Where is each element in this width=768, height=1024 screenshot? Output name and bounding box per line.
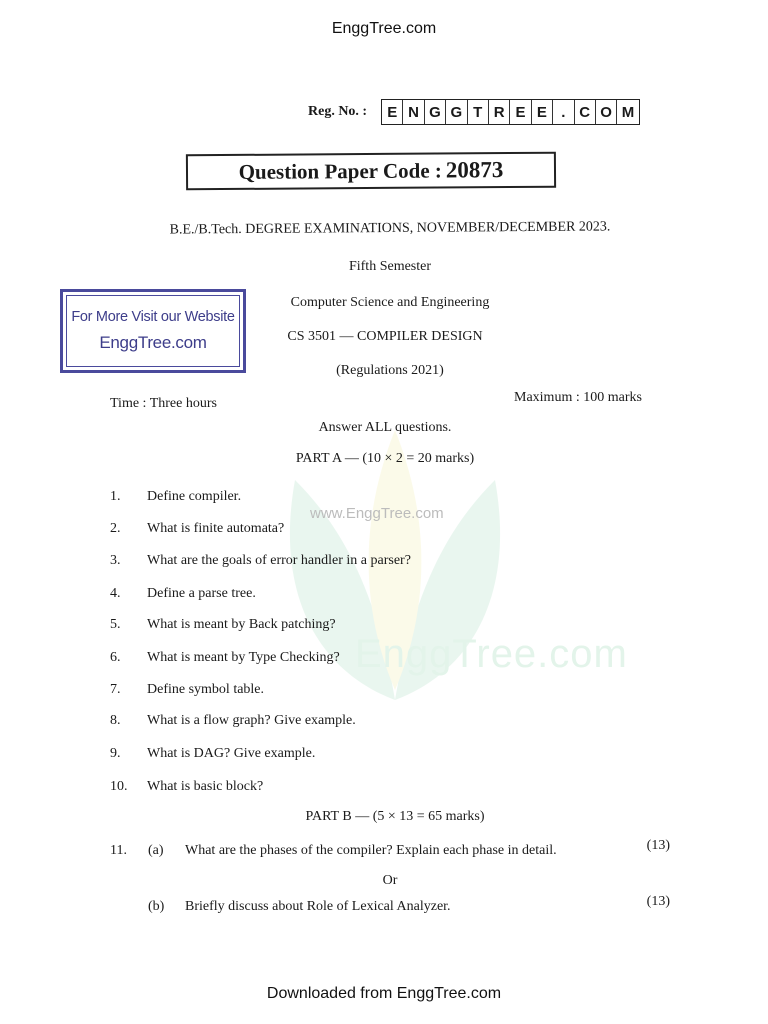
- question-row: [110, 553, 411, 569]
- maximum-marks: Maximum : 100 marks: [514, 390, 642, 405]
- question-row: [110, 586, 256, 602]
- question-text: What is meant by Type Checking?: [147, 650, 340, 665]
- question-text: Define symbol table.: [147, 682, 265, 697]
- reg-no-cell: R: [489, 100, 510, 124]
- question-paper-code-label: Question Paper Code :: [238, 158, 442, 184]
- question-marks: (13): [646, 894, 670, 909]
- reg-no-boxes: [381, 99, 640, 125]
- question-text: What is basic block?: [147, 779, 264, 794]
- question-text: What is DAG? Give example.: [147, 746, 316, 761]
- question-row: [110, 650, 340, 666]
- question-row: [110, 779, 263, 795]
- or-separator: Or: [382, 873, 398, 888]
- reg-no-cell: O: [596, 100, 617, 124]
- site-header-label: EnggTree.com: [331, 20, 437, 37]
- reg-no-label: Reg. No. :: [308, 104, 368, 119]
- download-source-label: Downloaded from EnggTree.com: [266, 985, 502, 1002]
- question-number: 10.: [110, 779, 128, 794]
- question-paper-code-box: [186, 152, 556, 191]
- question-number: 4.: [110, 586, 121, 601]
- semester: Fifth Semester: [348, 259, 432, 274]
- course-title: CS 3501 — COMPILER DESIGN: [287, 329, 483, 344]
- reg-no-cell: .: [553, 100, 574, 124]
- reg-no-cell: G: [446, 100, 467, 124]
- question-row: [110, 489, 241, 505]
- exam-duration: Time : Three hours: [110, 396, 217, 411]
- exam-title: B.E./B.Tech. DEGREE EXAMINATIONS, NOVEMBER/DECEMBER 2023.: [169, 219, 611, 238]
- question-row: [110, 521, 284, 537]
- department: Computer Science and Engineering: [290, 295, 490, 310]
- question-text: What are the phases of the compiler? Explain each phase in detail.: [185, 843, 557, 858]
- question-text: What is meant by Back patching?: [147, 617, 336, 632]
- question-sub-label: (a): [148, 843, 164, 858]
- question-row: [110, 713, 356, 729]
- question-number: 11.: [110, 843, 127, 858]
- question-row: [110, 617, 336, 633]
- question-number: 2.: [110, 521, 121, 536]
- reg-no-cell: E: [510, 100, 531, 124]
- question-row: [110, 682, 264, 698]
- promo-text: For More Visit our Website: [71, 309, 235, 325]
- reg-no-cell: T: [468, 100, 489, 124]
- regulations: (Regulations 2021): [336, 363, 444, 378]
- reg-no-cell: E: [532, 100, 553, 124]
- question-row: [110, 746, 315, 762]
- question-number: 8.: [110, 713, 121, 728]
- question-number: 3.: [110, 553, 121, 568]
- question-number: 1.: [110, 489, 121, 504]
- reg-no-cell: G: [425, 100, 446, 124]
- question-number: 9.: [110, 746, 121, 761]
- question-marks: (13): [646, 838, 670, 853]
- part-a-heading: PART A — (10 × 2 = 20 marks): [295, 451, 475, 466]
- reg-no-cell: E: [382, 100, 403, 124]
- question-text: What is finite automata?: [147, 521, 285, 536]
- question-paper-code-value: 20873: [445, 157, 504, 183]
- question-number: 5.: [110, 617, 121, 632]
- part-b-heading: PART B — (5 × 13 = 65 marks): [305, 809, 485, 824]
- reg-no-cell: M: [621, 103, 635, 121]
- promo-inner-frame: [66, 295, 240, 367]
- question-number: 7.: [110, 682, 121, 697]
- instructions: Answer ALL questions.: [318, 420, 452, 435]
- promo-site-link[interactable]: EnggTree.com: [99, 333, 207, 352]
- reg-no-cell: C: [575, 100, 596, 124]
- question-number: 6.: [110, 650, 121, 665]
- watermark-brand: EnggTree.com: [355, 632, 628, 676]
- question-text: What are the goals of error handler in a parser?: [147, 553, 411, 568]
- question-text: What is a flow graph? Give example.: [147, 713, 356, 728]
- reg-no-cell: N: [403, 100, 424, 124]
- question-text: Define compiler.: [147, 489, 242, 504]
- watermark-url: www.EnggTree.com: [310, 505, 444, 522]
- promo-box: [60, 289, 246, 373]
- question-text: Define a parse tree.: [147, 586, 256, 601]
- question-sub-label: (b): [148, 899, 165, 914]
- question-text: Briefly discuss about Role of Lexical Analyzer.: [185, 899, 451, 914]
